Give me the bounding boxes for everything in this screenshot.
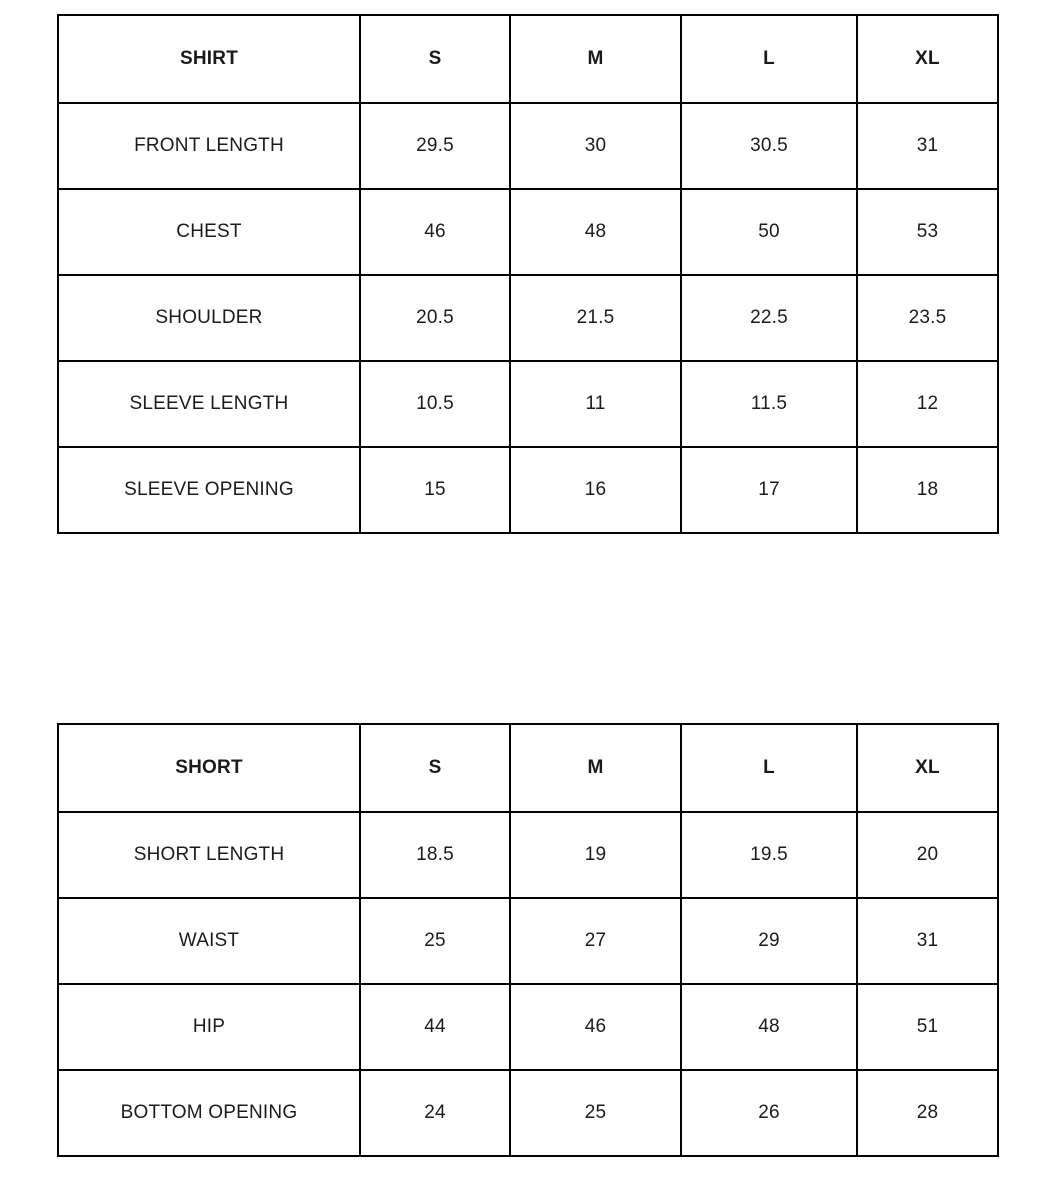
measurement-value: 11: [510, 361, 681, 447]
measurement-label: FRONT LENGTH: [58, 103, 360, 189]
table-row: [58, 103, 998, 189]
measurement-value: 19.5: [681, 812, 857, 898]
table-row: [58, 984, 998, 1070]
shirt-size-col-s: S: [360, 15, 510, 103]
measurement-value: 22.5: [681, 275, 857, 361]
measurement-value: 20.5: [360, 275, 510, 361]
measurement-value: 21.5: [510, 275, 681, 361]
measurement-value: 27: [510, 898, 681, 984]
measurement-value: 46: [510, 984, 681, 1070]
short-header-row: [58, 724, 998, 812]
shirt-size-col-m: M: [510, 15, 681, 103]
measurement-value: 20: [857, 812, 998, 898]
measurement-value: 23.5: [857, 275, 998, 361]
measurement-label: HIP: [58, 984, 360, 1070]
table-row: [58, 275, 998, 361]
measurement-value: 44: [360, 984, 510, 1070]
measurement-value: 16: [510, 447, 681, 533]
short-size-col-xl: XL: [857, 724, 998, 812]
measurement-value: 48: [681, 984, 857, 1070]
short-table-title: SHORT: [58, 724, 360, 812]
table-row: [58, 812, 998, 898]
measurement-label: WAIST: [58, 898, 360, 984]
short-size-col-m: M: [510, 724, 681, 812]
measurement-value: 10.5: [360, 361, 510, 447]
table-row: [58, 361, 998, 447]
measurement-label: SLEEVE LENGTH: [58, 361, 360, 447]
short-size-col-s: S: [360, 724, 510, 812]
shirt-header-row: [58, 15, 998, 103]
measurement-value: 11.5: [681, 361, 857, 447]
measurement-value: 18.5: [360, 812, 510, 898]
measurement-label: SHOULDER: [58, 275, 360, 361]
measurement-label: SHORT LENGTH: [58, 812, 360, 898]
shirt-table-title: SHIRT: [58, 15, 360, 103]
measurement-value: 29: [681, 898, 857, 984]
table-row: [58, 447, 998, 533]
measurement-value: 28: [857, 1070, 998, 1156]
measurement-value: 18: [857, 447, 998, 533]
measurement-value: 53: [857, 189, 998, 275]
shirt-size-table: [57, 14, 999, 534]
table-row: [58, 898, 998, 984]
short-size-table: [57, 723, 999, 1157]
measurement-value: 46: [360, 189, 510, 275]
measurement-value: 12: [857, 361, 998, 447]
shirt-size-col-l: L: [681, 15, 857, 103]
table-row: [58, 189, 998, 275]
measurement-value: 17: [681, 447, 857, 533]
measurement-value: 15: [360, 447, 510, 533]
measurement-label: CHEST: [58, 189, 360, 275]
table-row: [58, 1070, 998, 1156]
short-size-col-l: L: [681, 724, 857, 812]
shirt-size-col-xl: XL: [857, 15, 998, 103]
measurement-value: 29.5: [360, 103, 510, 189]
measurement-value: 31: [857, 898, 998, 984]
measurement-value: 19: [510, 812, 681, 898]
measurement-value: 25: [360, 898, 510, 984]
measurement-value: 50: [681, 189, 857, 275]
measurement-value: 24: [360, 1070, 510, 1156]
measurement-value: 51: [857, 984, 998, 1070]
measurement-value: 31: [857, 103, 998, 189]
measurement-value: 26: [681, 1070, 857, 1156]
measurement-value: 30: [510, 103, 681, 189]
measurement-label: BOTTOM OPENING: [58, 1070, 360, 1156]
measurement-label: SLEEVE OPENING: [58, 447, 360, 533]
measurement-value: 25: [510, 1070, 681, 1156]
measurement-value: 30.5: [681, 103, 857, 189]
measurement-value: 48: [510, 189, 681, 275]
